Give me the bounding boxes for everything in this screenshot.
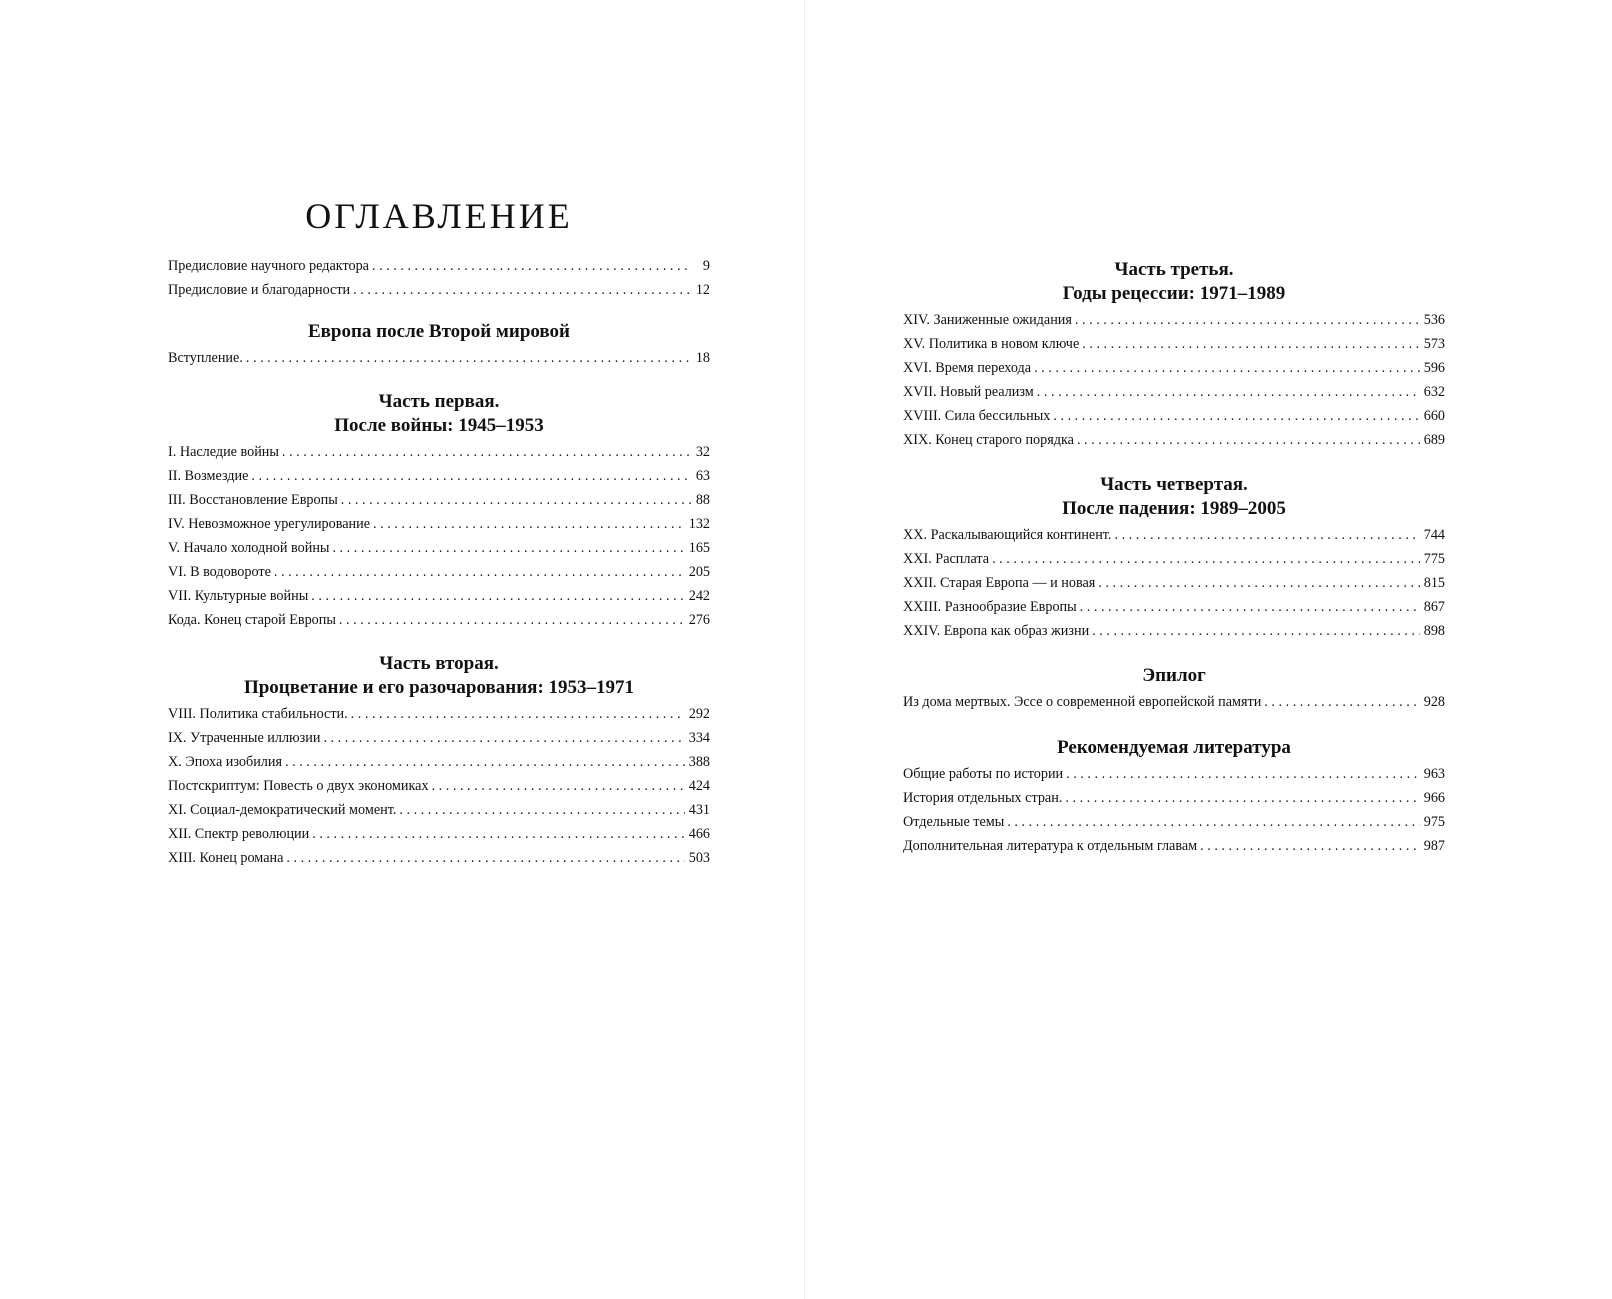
page-number: 132 [688,516,710,532]
toc-list [903,308,1445,452]
toc-entry [168,584,710,608]
toc-entry [168,488,710,512]
toc-entry [903,810,1445,834]
toc-entry [903,571,1445,595]
toc-title: ОГЛАВЛЕНИЕ [305,196,573,236]
intro-block [168,320,710,370]
dot-leader [1200,834,1420,858]
toc-entry [168,798,710,822]
page-number: 88 [695,492,710,508]
part-heading-label: Часть вторая. [379,653,499,674]
page-number: 744 [1423,527,1445,543]
dot-leader [992,547,1420,571]
dot-leader [1075,308,1420,332]
section-heading: Европа после Второй мировой [307,321,570,342]
page-number: 334 [688,730,710,746]
page-number: 963 [1423,766,1445,782]
dot-leader [285,750,685,774]
section-heading: Рекомендуемая литература [1057,737,1291,758]
page-number: 898 [1423,623,1445,639]
dot-leader [1077,428,1420,452]
page-number: 63 [695,468,710,484]
toc-entry [168,560,710,584]
dot-leader [1092,619,1420,643]
entry-title: VIII. Политика стабильности. [168,706,348,722]
page-number: 388 [688,754,710,770]
toc-entry [168,512,710,536]
dot-leader [1034,356,1420,380]
dot-leader [1082,332,1419,356]
entry-title: IX. Утраченные иллюзии [168,730,321,746]
toc-entry [168,822,710,846]
page-number: 536 [1423,312,1445,328]
part3-block [903,258,1445,452]
entry-title: XXIII. Разнообразие Европы [903,599,1077,615]
toc-list [168,440,710,632]
dot-leader [1065,786,1419,810]
toc-entry [168,846,710,870]
dot-leader [323,726,684,750]
entry-title: XXII. Старая Европа — и новая [903,575,1096,591]
page-number: 503 [688,850,710,866]
part2-block [168,652,710,870]
entry-title: VII. Культурные войны [168,588,309,604]
entry-title: IV. Невозможное урегулирование [168,516,371,532]
dot-leader [274,560,685,584]
page-number: 573 [1423,336,1445,352]
toc-entry [903,356,1445,380]
entry-title: XVII. Новый реализм [903,384,1034,400]
entry-title: Вступление. [168,350,243,366]
dot-leader [312,822,685,846]
toc-entry [168,346,710,370]
entry-title: XI. Социал-демократический момент. [168,802,397,818]
page-gutter [804,0,805,1299]
entry-title: Отдельные темы [903,814,1005,830]
toc-entry [903,404,1445,428]
part-heading-title: Процветание и его разочарования: 1953–1971 [243,677,635,698]
section-heading: Эпилог [1142,665,1206,686]
entry-title: XXI. Расплата [903,551,990,567]
entry-title: XIV. Заниженные ожидания [903,312,1072,328]
page-number: 18 [695,350,710,366]
entry-title: XIX. Конец старого порядка [903,432,1074,448]
page-number: 431 [688,802,710,818]
entry-title: V. Начало холодной войны [168,540,330,556]
toc-entry [168,440,710,464]
page-number: 987 [1423,838,1445,854]
toc-entry [903,547,1445,571]
entry-title: Кода. Конец старой Европы [168,612,336,628]
entry-title: I. Наследие войны [168,444,279,460]
dot-leader [1053,404,1419,428]
page-number: 815 [1423,575,1445,591]
entry-title: Предисловие научного редактора [168,258,369,274]
part-heading-title: Годы рецессии: 1971–1989 [1062,283,1286,304]
part-heading-label: Часть третья. [1114,259,1234,280]
page-number: 424 [688,778,710,794]
reading-block [903,736,1445,858]
part-heading-title: После войны: 1945–1953 [334,415,544,436]
entry-title: II. Возмездие [168,468,249,484]
toc-list [168,254,710,302]
toc-list [168,702,710,870]
entry-title: XVI. Время перехода [903,360,1032,376]
entry-title: XX. Раскалывающийся континент. [903,527,1112,543]
dot-leader [332,536,684,560]
dot-leader [1080,595,1420,619]
dot-leader [432,774,685,798]
page-number: 466 [688,826,710,842]
entry-title: Общие работы по истории [903,766,1064,782]
entry-title: XII. Спектр революции [168,826,310,842]
entry-title: История отдельных стран. [903,790,1063,806]
toc-entry [903,308,1445,332]
dot-leader [341,488,692,512]
entry-title: VI. В водовороте [168,564,271,580]
page-number: 276 [688,612,710,628]
toc-list [903,762,1445,858]
toc-entry [168,608,710,632]
page-number: 165 [688,540,710,556]
dot-leader [1114,523,1419,547]
entry-title: Дополнительная литература к отдельным главам [903,838,1198,854]
dot-leader [311,584,684,608]
epilogue-block [903,664,1445,714]
dot-leader [339,608,685,632]
page-number: 928 [1423,694,1445,710]
toc-list [903,523,1445,643]
front-matter-block [168,254,710,302]
part-heading-label: Часть первая. [378,391,500,412]
toc-entry [903,619,1445,643]
toc-entry [168,254,710,278]
toc-entry [903,762,1445,786]
dot-leader [1264,690,1419,714]
toc-entry [168,464,710,488]
toc-entry [168,536,710,560]
entry-title: XXIV. Европа как образ жизни [903,623,1090,639]
entry-title: X. Эпоха изобилия [168,754,283,770]
page-number: 12 [695,282,710,298]
dot-leader [351,702,685,726]
toc-entry [903,834,1445,858]
entry-title: XVIII. Сила бессильных [903,408,1051,424]
entry-title: Из дома мертвых. Эссе о современной европейской памяти [903,694,1262,710]
toc-entry [903,332,1445,356]
dot-leader [282,440,692,464]
page-number: 867 [1423,599,1445,615]
dot-leader [399,798,684,822]
entry-title: Предисловие и благодарности [168,282,351,298]
entry-title: XV. Политика в новом ключе [903,336,1080,352]
toc-entry [903,428,1445,452]
toc-entry [168,278,710,302]
page-number: 975 [1423,814,1445,830]
page-number: 32 [695,444,710,460]
toc-entry [168,726,710,750]
dot-leader [1007,810,1419,834]
toc-entry [903,786,1445,810]
dot-leader [372,254,692,278]
part-heading-title: После падения: 1989–2005 [1062,498,1286,519]
part1-block [168,390,710,632]
part4-block [903,473,1445,643]
page-number: 205 [688,564,710,580]
page-number: 660 [1423,408,1445,424]
entry-title: Постскриптум: Повесть о двух экономиках [168,778,429,794]
toc-entry [903,380,1445,404]
page-number: 292 [688,706,710,722]
toc-entry [168,750,710,774]
toc-list [903,690,1445,714]
dot-leader [1037,380,1420,404]
page-number: 242 [688,588,710,604]
toc-entry [168,774,710,798]
toc-entry [168,702,710,726]
entry-title: XIII. Конец романа [168,850,284,866]
part-heading-label: Часть четвертая. [1100,474,1248,495]
dot-leader [251,464,691,488]
dot-leader [1066,762,1420,786]
entry-title: III. Восстановление Европы [168,492,338,508]
dot-leader [286,846,684,870]
toc-entry [903,523,1445,547]
page-number: 775 [1423,551,1445,567]
toc-entry [903,595,1445,619]
dot-leader [1098,571,1419,595]
page-number: 689 [1423,432,1445,448]
dot-leader [246,346,692,370]
page-number: 9 [702,258,710,274]
page-number: 966 [1423,790,1445,806]
dot-leader [373,512,685,536]
toc-list [168,346,710,370]
dot-leader [353,278,692,302]
page-number: 596 [1423,360,1445,376]
page-number: 632 [1423,384,1445,400]
toc-entry [903,690,1445,714]
